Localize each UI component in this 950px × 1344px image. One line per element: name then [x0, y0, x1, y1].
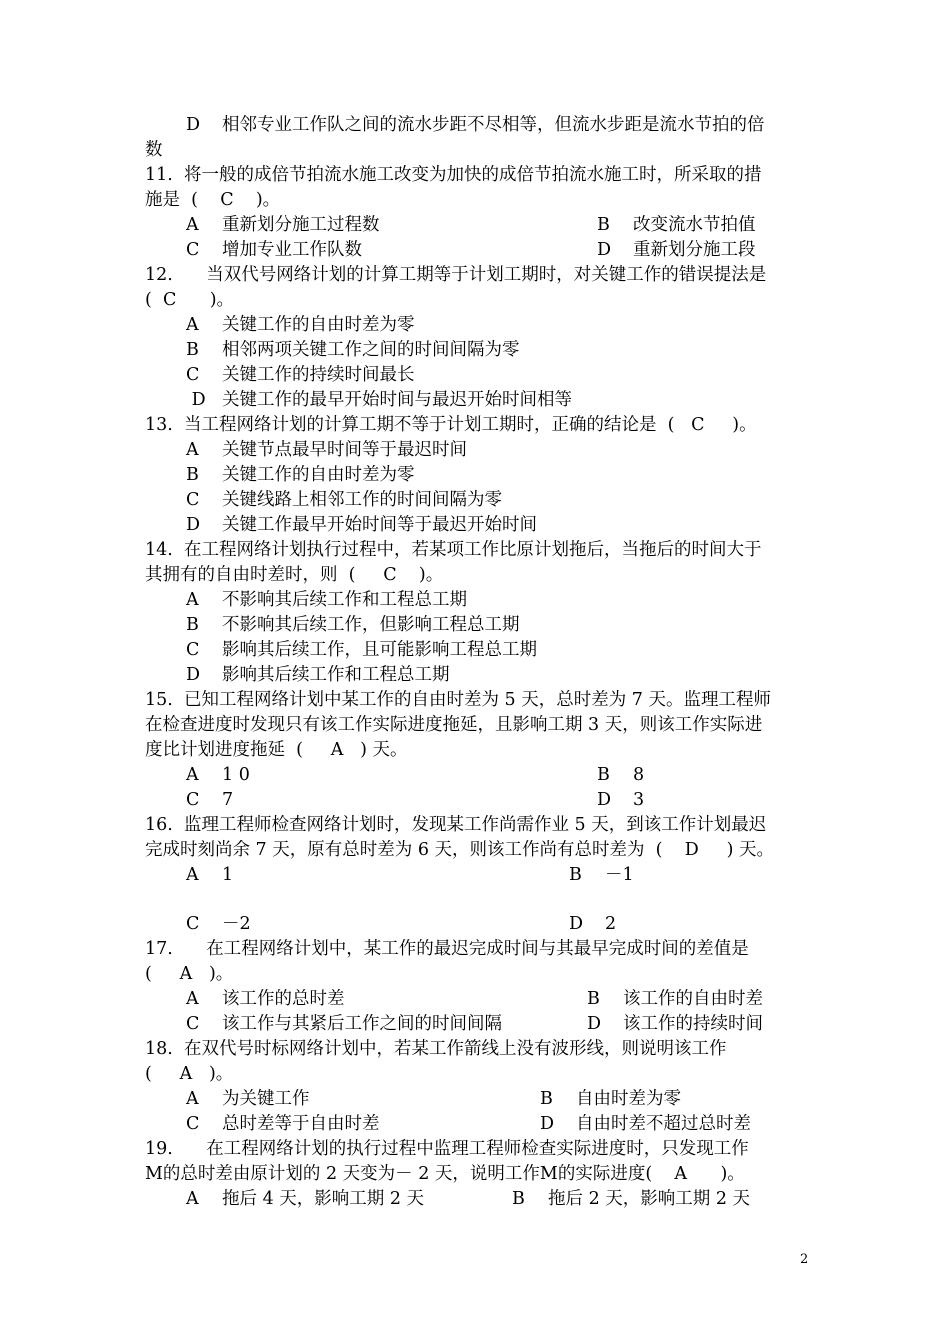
option-letter: A: [186, 215, 199, 235]
question-line-q12-stem-1: 12. 当双代号网络计划的计算工期等于计划工期时，对关键工作的错误提法是: [145, 265, 767, 285]
option-text: 重新划分施工过程数: [222, 215, 380, 235]
option-letter: B: [186, 340, 199, 360]
option-q12-opt-c: [186, 363, 415, 387]
option-q10-opt-d: [186, 113, 765, 137]
option-letter: B: [569, 865, 582, 885]
option-letter: B: [597, 215, 610, 235]
question-line-q17-stem-1: 17. 在工程网络计划中，某工作的最迟完成时间与其最早完成时间的差值是: [145, 939, 749, 959]
option-text: 该工作与其紧后工作之间的时间间隔: [222, 1014, 502, 1034]
option-text: 拖后 2 天，影响工期 2 天: [548, 1189, 751, 1209]
question-line-q19-stem-1: 19. 在工程网络计划的执行过程中监理工程师检查实际进度时，只发现工作: [145, 1139, 749, 1159]
option-letter: B: [597, 765, 610, 785]
option-q17-opt-ab-b: [587, 987, 763, 1011]
option-letter: C: [186, 490, 200, 510]
option-q18-opt-ab-a: [186, 1087, 310, 1111]
option-q18-opt-cd-a: [186, 1112, 380, 1136]
question-line-q15-stem-3: 度比计划进度拖延 ( A ) 天。: [145, 740, 408, 760]
option-text: 关键线路上相邻工作的时间间隔为零: [222, 490, 502, 510]
option-q16-opt-ab-b: [569, 863, 634, 887]
question-line-q15-stem-1: 15. 已知工程网络计划中某工作的自由时差为 5 天，总时差为 7 天。监理工程师: [145, 690, 771, 710]
option-letter: D: [186, 665, 201, 685]
question-line-q11-stem-2: 施是 ( C )。: [145, 190, 281, 210]
option-text: 总时差等于自由时差: [222, 1114, 380, 1134]
option-letter: A: [186, 1189, 199, 1209]
option-text: 1: [222, 865, 234, 885]
option-text: 关键节点最早时间等于最迟时间: [222, 440, 467, 460]
option-q14-opt-c: [186, 638, 537, 662]
option-letter: C: [186, 1114, 200, 1134]
question-line-q18-stem-2: ( A )。: [145, 1064, 234, 1084]
option-letter: B: [587, 989, 600, 1009]
option-text: 关键工作的自由时差为零: [222, 465, 415, 485]
option-text: 相邻两项关键工作之间的时间间隔为零: [222, 340, 520, 360]
option-letter: D: [186, 390, 206, 410]
option-letter: A: [186, 865, 199, 885]
option-text: 自由时差为零: [576, 1089, 681, 1109]
question-line-q12-stem-2: ( C )。: [145, 290, 235, 310]
option-letter: A: [186, 440, 199, 460]
option-q11-opt-ab-a: [186, 213, 380, 237]
question-line-q19-stem-2: M的总时差由原计划的 2 天变为－ 2 天，说明工作M的实际进度( A )。: [145, 1164, 745, 1184]
option-q13-opt-d: [186, 513, 537, 537]
option-letter: D: [186, 115, 201, 135]
option-text: 不影响其后续工作，但影响工程总工期: [222, 615, 520, 635]
option-text: 3: [633, 790, 645, 810]
option-q19-opt-ab-a: [186, 1187, 425, 1211]
option-text: 该工作的持续时间: [623, 1014, 763, 1034]
option-text: 自由时差不超过总时差: [576, 1114, 751, 1134]
option-text: 该工作的自由时差: [623, 989, 763, 1009]
option-text: 关键工作的自由时差为零: [222, 315, 415, 335]
option-q17-opt-ab-a: [186, 987, 345, 1011]
option-text: 8: [633, 765, 645, 785]
option-text: －1: [605, 865, 634, 885]
option-text: 重新划分施工段: [633, 240, 756, 260]
option-q14-opt-d: [186, 663, 450, 687]
option-text: 影响其后续工作，且可能影响工程总工期: [222, 640, 537, 660]
option-letter: A: [186, 1089, 199, 1109]
option-q12-opt-b: [186, 338, 520, 362]
option-text: 增加专业工作队数: [222, 240, 362, 260]
option-text: 7: [222, 790, 234, 810]
option-q11-opt-cd-b: [597, 238, 756, 262]
option-q17-opt-cd-a: [186, 1012, 502, 1036]
option-letter: A: [186, 590, 199, 610]
option-letter: B: [540, 1089, 553, 1109]
option-text: 相邻专业工作队之间的流水步距不尽相等，但流水步距是流水节拍的倍: [222, 115, 765, 135]
option-letter: D: [540, 1114, 555, 1134]
option-q16-opt-cd-b: [569, 912, 617, 936]
option-text: 拖后 4 天，影响工期 2 天: [222, 1189, 425, 1209]
option-q15-opt-ab-b: [597, 763, 645, 787]
option-text: 2: [605, 914, 617, 934]
option-text: 该工作的总时差: [222, 989, 345, 1009]
option-q13-opt-b: [186, 463, 415, 487]
option-q15-opt-cd-b: [597, 788, 645, 812]
question-line-q10-cont: 数: [145, 140, 163, 160]
option-q14-opt-b: [186, 613, 520, 637]
option-text: 关键工作最早开始时间等于最迟开始时间: [222, 515, 537, 535]
option-q11-opt-cd-a: [186, 238, 362, 262]
question-line-q16-stem-2: 完成时刻尚余 7 天，原有总时差为 6 天，则该工作尚有总时差为 ( D ) 天。: [145, 840, 774, 860]
option-letter: C: [186, 790, 200, 810]
option-q18-opt-ab-b: [540, 1087, 681, 1111]
option-q19-opt-ab-b: [512, 1187, 751, 1211]
option-letter: C: [186, 1014, 200, 1034]
page-number: 2: [800, 1252, 809, 1267]
question-line-q15-stem-2: 在检查进度时发现只有该工作实际进度拖延，且影响工期 3 天，则该工作实际进: [145, 715, 763, 735]
option-text: －2: [222, 914, 251, 934]
option-letter: D: [587, 1014, 602, 1034]
question-line-q14-stem-1: 14. 在工程网络计划执行过程中，若某项工作比原计划拖后，当拖后的时间大于: [145, 540, 762, 560]
question-line-q17-stem-2: ( A )。: [145, 964, 234, 984]
option-text: 为关键工作: [222, 1089, 310, 1109]
option-q17-opt-cd-b: [587, 1012, 763, 1036]
option-q12-opt-d: [186, 388, 572, 412]
question-line-q14-stem-2: 其拥有的自由时差时，则 ( C )。: [145, 565, 444, 585]
option-text: 影响其后续工作和工程总工期: [222, 665, 450, 685]
option-letter: D: [597, 240, 612, 260]
option-q16-opt-cd-a: [186, 912, 251, 936]
option-text: 关键工作的最早开始时间与最迟开始时间相等: [222, 390, 572, 410]
option-q14-opt-a: [186, 588, 467, 612]
option-letter: C: [186, 365, 200, 385]
option-letter: B: [186, 615, 199, 635]
option-letter: D: [597, 790, 612, 810]
option-q18-opt-cd-b: [540, 1112, 751, 1136]
option-letter: C: [186, 240, 200, 260]
option-text: 关键工作的持续时间最长: [222, 365, 415, 385]
option-letter: A: [186, 989, 199, 1009]
option-letter: B: [512, 1189, 525, 1209]
question-line-q11-stem-1: 11. 将一般的成倍节拍流水施工改变为加快的成倍节拍流水施工时，所采取的措: [145, 165, 762, 185]
option-q15-opt-ab-a: [186, 763, 250, 787]
option-letter: C: [186, 640, 200, 660]
option-letter: A: [186, 315, 199, 335]
option-q12-opt-a: [186, 313, 415, 337]
question-line-q18-stem-1: 18. 在双代号时标网络计划中，若某工作箭线上没有波形线，则说明该工作: [145, 1039, 727, 1059]
option-q13-opt-a: [186, 438, 467, 462]
option-letter: C: [186, 914, 200, 934]
option-q15-opt-cd-a: [186, 788, 234, 812]
option-letter: D: [569, 914, 584, 934]
option-q11-opt-ab-b: [597, 213, 756, 237]
option-letter: D: [186, 515, 201, 535]
option-text: 1 0: [222, 765, 250, 785]
question-line-q16-stem-1: 16. 监理工程师检查网络计划时，发现某工作尚需作业 5 天，到该工作计划最迟: [145, 815, 767, 835]
question-line-q13-stem: 13. 当工程网络计划的计算工期不等于计划工期时，正确的结论是 ( C )。: [145, 415, 757, 435]
option-letter: B: [186, 465, 199, 485]
option-q13-opt-c: [186, 488, 502, 512]
option-text: 改变流水节拍值: [633, 215, 756, 235]
option-q16-opt-ab-a: [186, 863, 234, 887]
option-letter: A: [186, 765, 199, 785]
option-text: 不影响其后续工作和工程总工期: [222, 590, 467, 610]
